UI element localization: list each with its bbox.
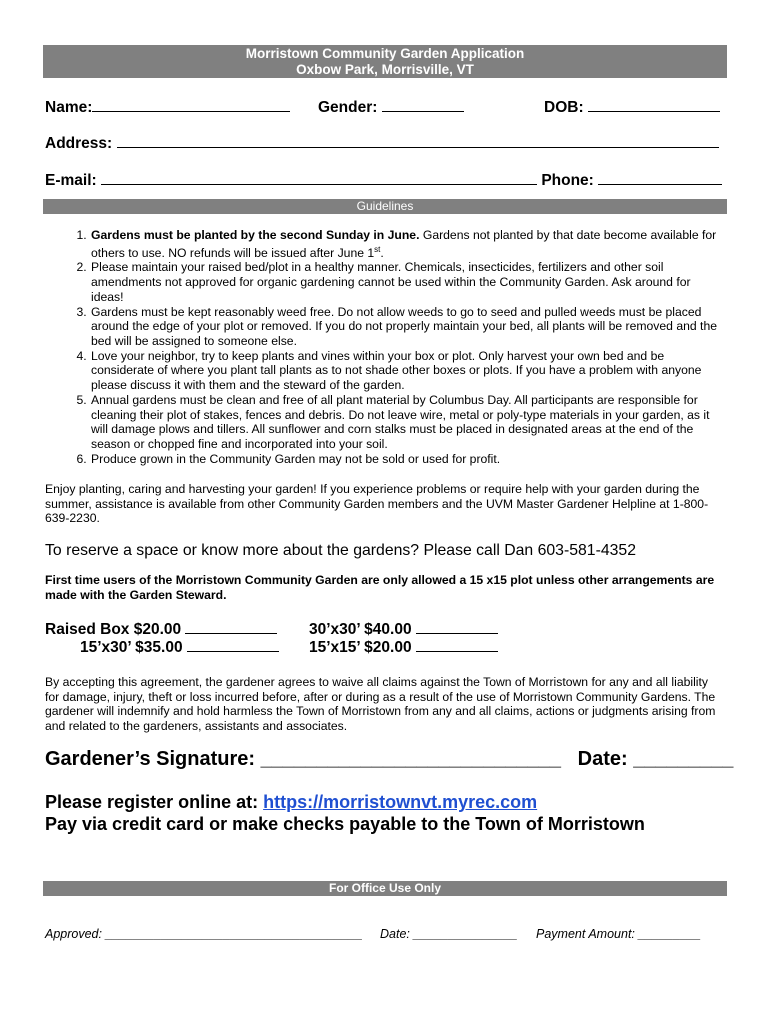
- register-link[interactable]: https://morristownvt.myrec.com: [263, 792, 538, 812]
- address-field-row: [45, 133, 719, 153]
- guidelines-list: [45, 228, 725, 466]
- gender-field-row: [318, 97, 464, 117]
- guideline-item: 6. Produce grown in the Community Garden may not be sold or used for profit.: [90, 452, 725, 467]
- office-use-heading: For Office Use Only: [43, 881, 727, 896]
- guideline-item: 4. Love your neighbor, try to keep plants and vines within your box or plot. Only harvest your own bed and be considerate of where you plant tall plants as to not shade other boxes or plots. If you have a problem with anyone please discuss it with them and the steward of the garden.: [90, 349, 725, 393]
- guideline-superscript: st: [374, 244, 381, 254]
- guideline-text: Gardens not planted by that date become available for others to use. NO refunds will be issued after June 1: [91, 228, 717, 260]
- application-title: Morristown Community Garden Application: [245, 46, 525, 61]
- guideline-item: 2. Please maintain your raised bed/plot in a healthy manner. Chemicals, insecticides, fertilizers and other soil amendments not approved for organic gardening cannot be used within the Community Garden. Ask around for ideas!: [90, 260, 725, 304]
- waiver-paragraph: By accepting this agreement, the gardener agrees to waive all claims against the Town of Morristown for any and all liability for damage, injury, theft or loss incurred before, after or during as a result of the use of Morristown Community Gardens. The gardener will indemnify and hold harmless the Town of Morristown from any and all claims, actions or judgments arising from and related to the gardeners, assistants and associates.: [45, 675, 716, 734]
- price-raised-box-label: Raised Box $20.00: [45, 621, 182, 638]
- address-label: Address:: [45, 135, 113, 152]
- phone-label: Phone:: [541, 172, 594, 189]
- office-date-field[interactable]: Date: _______________: [380, 927, 518, 941]
- address-field[interactable]: [117, 133, 719, 148]
- price-raised-box-field[interactable]: [185, 619, 277, 634]
- price-15x15: [309, 637, 498, 657]
- email-field-row: [45, 170, 722, 190]
- office-approved-field[interactable]: Approved: _____________________________________: [45, 927, 363, 941]
- guideline-item: [90, 228, 725, 260]
- name-field[interactable]: [92, 97, 290, 112]
- dob-field[interactable]: [588, 97, 720, 112]
- guideline-emphasis: Gardens must be planted by the second Sunday in June.: [91, 228, 420, 242]
- signature-label: Gardener’s Signature:: [45, 748, 261, 770]
- gender-field[interactable]: [382, 97, 464, 112]
- price-15x30-label: 15’x30’ $35.00: [80, 639, 183, 656]
- signature-date-label: Date:: [577, 748, 634, 770]
- name-label: Name:: [45, 99, 93, 116]
- register-line: [45, 792, 537, 813]
- enjoy-paragraph: Enjoy planting, caring and harvesting your garden! If you experience problems or require help with your garden during the summer, assistance is available from other Community Garden members and the UVM Master Gardener Helpline at 1-800-639-2230.: [45, 482, 709, 526]
- email-field[interactable]: [101, 170, 537, 185]
- payment-line: Pay via credit card or make checks payable to the Town of Morristown: [45, 814, 645, 834]
- price-15x15-field[interactable]: [416, 637, 498, 652]
- signature-field[interactable]: ___________________________: [260, 748, 561, 770]
- register-label: Please register online at:: [45, 792, 264, 812]
- guideline-item: 5. Annual gardens must be clean and free of all plant material by Columbus Day. All participants are responsible for cleaning their plot of stakes, fences and debris. Do not leave wire, metal or poly-type materials in your garden, as it will damage plows and tillers. All sunflower and corn stalks must be placed in designated areas at the end of the season or chopped fine and incorporated into your soil.: [90, 393, 725, 452]
- phone-field[interactable]: [598, 170, 722, 185]
- name-field-row: [45, 97, 290, 117]
- contact-line: To reserve a space or know more about the gardens? Please call Dan 603-581-4352: [45, 542, 636, 559]
- guideline-text-end: .: [380, 245, 384, 260]
- price-15x30: [80, 637, 279, 657]
- price-raised-box: [45, 619, 277, 639]
- price-15x30-field[interactable]: [187, 637, 279, 652]
- signature-row: [45, 748, 733, 771]
- guideline-item: 3. Gardens must be kept reasonably weed free. Do not allow weeds to go to seed and pulled weeds must be placed around the edge of your plot or removed. If you do not properly maintain your bed, all plants will be removed and the bed will be assigned to someone else.: [90, 305, 725, 349]
- dob-label: DOB:: [544, 99, 584, 116]
- price-30x30: [309, 619, 498, 639]
- first-time-note: First time users of the Morristown Community Garden are only allowed a 15 x15 plot unless other arrangements are made with the Garden Steward.: [45, 573, 715, 602]
- guidelines-heading: Guidelines: [43, 199, 727, 214]
- office-payment-field[interactable]: Payment Amount: _________: [536, 927, 701, 941]
- application-location: Oxbow Park, Morrisville, VT: [296, 61, 474, 77]
- email-label: E-mail:: [45, 172, 97, 189]
- price-30x30-label: 30’x30’ $40.00: [309, 621, 412, 638]
- price-30x30-field[interactable]: [416, 619, 498, 634]
- application-header: [43, 45, 727, 78]
- signature-date-field[interactable]: _________: [633, 748, 734, 770]
- price-15x15-label: 15’x15’ $20.00: [309, 639, 412, 656]
- gender-label: Gender:: [318, 99, 378, 116]
- dob-field-row: [544, 97, 720, 117]
